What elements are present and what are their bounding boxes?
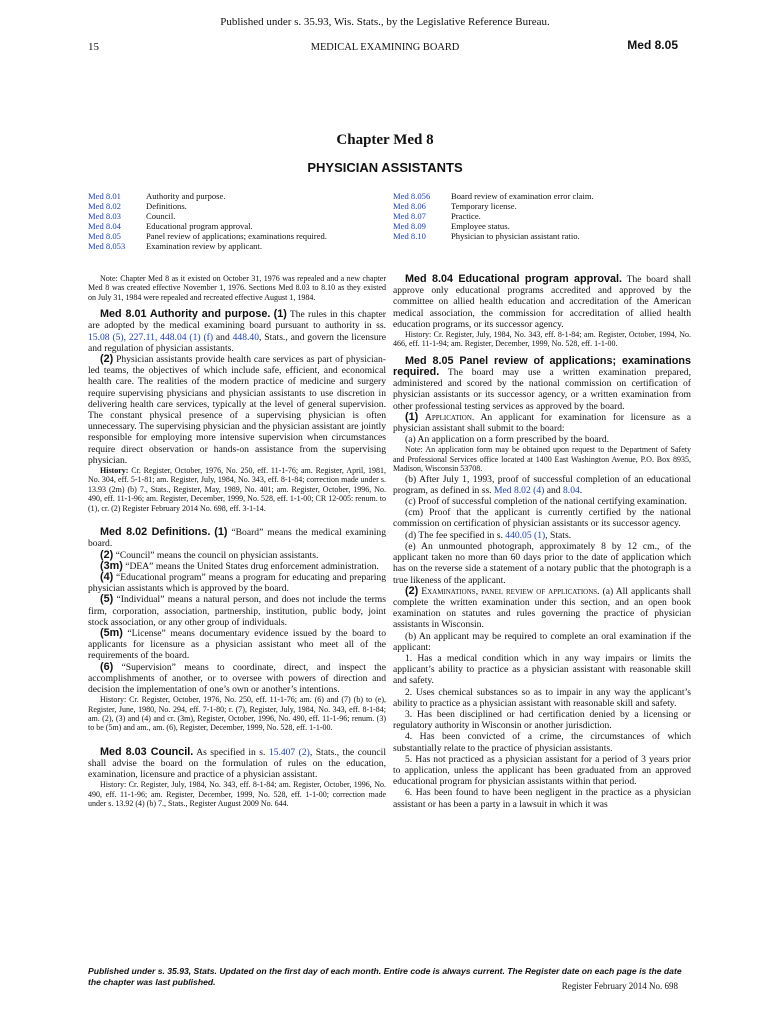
footer-publication-note: Published under s. 35.93, Stats. Updated on the first day of each month. Entire code is always current. The Register date on each page is the date the chapter was last published. (88, 966, 682, 987)
toc-link[interactable]: Med 8.06 (393, 200, 426, 211)
toc-link[interactable]: Med 8.02 (88, 200, 121, 211)
toc-title: Examination review by applicant. (146, 240, 262, 251)
toc-entry[interactable] (88, 242, 327, 252)
body-text: (a) All applicants shall complete the written examination under this section, and an open book examination on statutes and rules governing the practice of physician assistants in Wisconsin. (393, 585, 691, 631)
subsection-label: (1) (273, 308, 287, 321)
history-note (88, 466, 386, 513)
section-801-2 (88, 354, 386, 466)
publication-banner: Published under s. 35.93, Wis. Stats., by the Legislative Reference Bureau. (220, 16, 550, 28)
paragraph-cm: (cm) Proof that the applicant is currently certified by the national commission on certification of physician assistants or its successor agency. (393, 507, 691, 530)
list-item: 4. Has been convicted of a crime, the circumstances of which substantially relate to the practice of physician assistants. (393, 731, 691, 754)
subsection-application (393, 412, 691, 434)
toc-right (393, 192, 594, 242)
list-item: 1. Has a medical condition which in any way impairs or limits the applicant’s ability to practice as a physician assistant with reasonable skill and safety. (393, 652, 691, 687)
statute-link[interactable]: 440.05 (1) (505, 529, 546, 541)
subsection-label: (2) (100, 353, 114, 366)
section-802-definitions (88, 527, 386, 549)
subsection-label: (5) (100, 593, 114, 606)
chapter-note: Note: Chapter Med 8 as it existed on October 31, 1976 was repealed and a new chapter Med 8 was created effective November 1, 1976. Sections Med 8.03 to 8.10 as they existed on July 31, 1984 were repealed and recreated effective August 1, 1984. (88, 274, 386, 302)
subsection-caption: Examinations, panel review of applications. (421, 585, 600, 597)
body-text: , Stats., and govern the licensure and regulation of physician assistants. (88, 331, 386, 354)
history-note: History: Cr. Register, October, 1976, No. 250, eff. 11-1-76; am. (6) and (7) (b) to (e), Register, June, 1980, No. 294, eff. 7-1-80; r. (7), Register, July, 1984, No. 343, eff. 8-1-84; am. (2), (3) and (4) and cr. (3m), Register, October, 1996, No. 490, eff. 11-1-96; renum. (3) to be (5m) and am., am. (6), Register, December, 1999, No. 528, eff. 1-1-00. (88, 695, 386, 733)
body-text: (b) After July 1, 1993, proof of successful completion of an educational program, as defined in ss. (393, 473, 691, 496)
toc-entry[interactable] (393, 232, 594, 242)
list-item: 3. Has been disciplined or had certification denied by a licensing or regulatory authority in Wisconsin or another jurisdiction. (393, 708, 691, 732)
body-text: , Stats. (545, 529, 572, 541)
application-note: Note: An application form may be obtained upon request to the Department of Safety and Professional Services office located at 1400 East Washington Avenue, P.O. Box 8935, Madison, Wisconsin 53708. (393, 445, 691, 474)
toc-title: Educational program approval. (146, 220, 253, 231)
toc-title: Board review of examination error claim. (451, 191, 594, 201)
subsection-examinations (393, 586, 691, 631)
body-text: “DEA” means the United States drug enforcement administration. (122, 560, 379, 572)
list-item: 6. Has been found to have been negligent in the practice as a physician assistant or has been a party in a lawsuit in which it was (393, 787, 691, 810)
body-text: “Supervision” means to coordinate, direct, and inspect the accomplishments of another, or to oversee with powers of direction and decision the implementation of one’s own or another’s intentions. (88, 661, 386, 695)
subsection-label: (6) (100, 660, 114, 673)
paragraph-d (393, 530, 691, 541)
definition-item (88, 572, 386, 594)
toc-link[interactable]: Med 8.04 (88, 220, 121, 231)
toc-link[interactable]: Med 8.053 (88, 240, 126, 251)
history-note: History: Cr. Register, July, 1984, No. 343, eff. 8-1-84; am. Register, October, 1996, No. 490, eff. 11-1-96; am. Register, December, 1999, No. 528, eff. 1-1-00; correction made under s. 13.92 (4) (b) 7., Stats., Register August 2009 No. 644. (88, 780, 386, 809)
section-801-purpose (88, 309, 386, 354)
paragraph-b (393, 474, 691, 496)
paragraph-c: (c) Proof of successful completion of the national certifying examination. (405, 496, 687, 508)
statute-link[interactable]: 448.40 (232, 331, 260, 343)
toc-link[interactable]: Med 8.01 (88, 191, 121, 201)
body-text: The board shall approve only educational programs accredited and approved by the committee on allied health education and accreditation of the American medical association, the commission for accreditation of allied health education programs, or its successor agency. (393, 274, 692, 330)
statute-link[interactable]: 8.04 (563, 484, 580, 496)
section-heading: Med 8.04 Educational program approval. (405, 273, 623, 285)
section-heading: Med 8.05 Panel review of applications; examinations required. (393, 354, 691, 379)
subsection-label: (2) (100, 548, 114, 561)
history-note: History: Cr. Register, July, 1984, No. 343, eff. 8-1-84; am. Register, October, 1994, No. 466, eff. 11-1-94; am. Register, December, 1999, No. 528, eff. 1-1-00. (393, 330, 691, 349)
statute-link[interactable]: 15.08 (5), 227.11, 448.04 (1) (f) (88, 331, 214, 343)
definition-item (88, 594, 386, 628)
subsection-label: (2) (405, 584, 419, 597)
toc-link[interactable]: Med 8.05 (88, 230, 121, 241)
left-column (88, 274, 386, 809)
toc-link[interactable]: Med 8.03 (88, 210, 121, 221)
body-text: “Individual” means a natural person, and does not include the terms firm, corporation, association, partnership, institution, public body, joint stock association, or any other group of individuals. (88, 594, 386, 628)
statute-link[interactable]: 15.407 (2) (268, 746, 310, 758)
body-text: , Stats., the council shall advise the board on the formulation of rules on the education, examination, licensure and practice of a physician assistant. (88, 746, 386, 781)
toc-link[interactable]: Med 8.09 (393, 220, 426, 231)
toc-title: Authority and purpose. (146, 191, 226, 201)
list-item: 5. Has not practiced as a physician assistant for a period of 3 years prior to application, unless the applicant has been graduated from an approved educational program for physician assistants within that period. (393, 753, 691, 788)
section-heading: Med 8.03 Council. (100, 745, 194, 758)
paragraph-b-oral: (b) An applicant may be required to complete an oral examination if the applicant: (393, 630, 691, 653)
toc-title: Panel review of applications; examinations required. (146, 230, 327, 241)
toc-link[interactable]: Med 8.10 (393, 230, 426, 241)
toc-entry[interactable] (88, 202, 327, 212)
body-text: An applicant for examination for licensure as a physician assistant shall submit to the board: (393, 411, 692, 435)
body-text: “License” means documentary evidence issued by the board to applicants for licensure as a physician assistant who meet all of the requirements of the board. (88, 627, 386, 662)
body-text: and (213, 331, 233, 343)
definition-item (88, 561, 386, 572)
section-heading: Med 8.01 Authority and purpose. (100, 308, 271, 321)
section-805-panel-review (393, 356, 691, 412)
page-number: 15 (88, 41, 99, 53)
section-803-council (88, 747, 386, 781)
toc-title: Temporary license. (451, 200, 517, 211)
body-text: and (544, 484, 563, 496)
body-text: “Board” means the medical examining board. (88, 527, 387, 550)
body-text: As specified in s. (193, 746, 269, 758)
paragraph-e: (e) An unmounted photograph, approximately 8 by 12 cm., of the applicant taken no more than 60 days prior to the date of application which has on the reverse side a statement of a notary public that the photograph is a true likeness of the applicant. (393, 540, 691, 586)
toc-left (88, 192, 327, 251)
right-column (393, 274, 691, 810)
chapter-title: Chapter Med 8 (336, 132, 434, 148)
definition-item (88, 628, 386, 662)
history-text: Cr. Register, October, 1976, No. 250, eff. 11-1-76; am. Register, April, 1981, No. 304, eff. 5-1-81; am. Register, July, 1984, No. 343, eff. 8-1-84; correction made under s. 13.93 (2m) (b) 7., Stats., Register, May, 1989, No. 401; am. Register, October, 1996, No. 490, eff. 11-1-96; am. Register, December, 1999, No. 528, eff. 1-1-00; CR 12-005: renum. to (1), cr. (2) Register February 2014 No. 698, eff. 3-1-14. (88, 466, 386, 513)
toc-title: Definitions. (146, 200, 187, 211)
section-reference: Med 8.05 (627, 38, 678, 52)
footer-register: Register February 2014 No. 698 (561, 981, 678, 991)
toc-title: Employee status. (451, 220, 510, 231)
body-text: The board may use a written examination prepared, administered and scored by the national commission on certification of physician assistants or its successor agency, or a written examination from other professional testing services as approved by the board. (393, 367, 691, 412)
list-item: 2. Uses chemical substances so as to impair in any way the applicant’s ability to practice as a physician assistant with reasonable skill and safety. (393, 686, 691, 709)
section-heading: Med 8.02 Definitions. (100, 526, 211, 539)
toc-title: Physician to physician assistant ratio. (451, 230, 580, 241)
subsection-caption: Application. (424, 411, 475, 423)
body-text: The rules in this chapter are adopted by the medical examining board pursuant to authority in ss. (88, 309, 386, 332)
body-text: (d) The fee specified in s. (405, 529, 506, 541)
chapter-subtitle: PHYSICIAN ASSISTANTS (307, 160, 463, 175)
body-text: “Council” means the council on physician assistants. (113, 549, 319, 561)
subsection-label: (3m) (100, 559, 123, 572)
body-text: “Educational program” means a program for educating and preparing physician assistants which is approved by the board. (88, 571, 386, 595)
toc-link[interactable]: Med 8.07 (393, 210, 426, 221)
subsection-label: (5m) (100, 626, 123, 639)
toc-link[interactable]: Med 8.056 (393, 191, 431, 201)
subsection-label: (1) (214, 526, 228, 539)
toc-entry[interactable] (88, 192, 327, 202)
subsection-label: (4) (100, 570, 114, 583)
running-head: MEDICAL EXAMINING BOARD (310, 42, 460, 53)
subsection-label: (1) (405, 410, 419, 423)
toc-title: Council. (146, 210, 176, 221)
history-label: History: (100, 466, 129, 476)
body-text: Physician assistants provide health care services as part of physician-led teams, the objectives of which include safe, efficient, and economical health care. The realities of the modern practice of medicine and surgery require supervising physicians and physician assistants to use discretion in delivering health care services, typically at the level of general supervision. The constant physical presence of a supervising physician is often unnecessary. The supervising physician and the physician assistant are jointly responsible for employing more intensive supervision when circumstances require direct observation or hands-on assistance from the supervising physician. (88, 354, 386, 466)
statute-link[interactable]: Med 8.02 (4) (493, 484, 545, 496)
definition-item (88, 662, 386, 696)
paragraph-a: (a) An application on a form prescribed by the board. (405, 434, 610, 446)
toc-title: Practice. (451, 210, 481, 221)
body-text: . (579, 484, 583, 496)
section-804-program-approval (393, 274, 691, 330)
definition-item (88, 550, 386, 561)
